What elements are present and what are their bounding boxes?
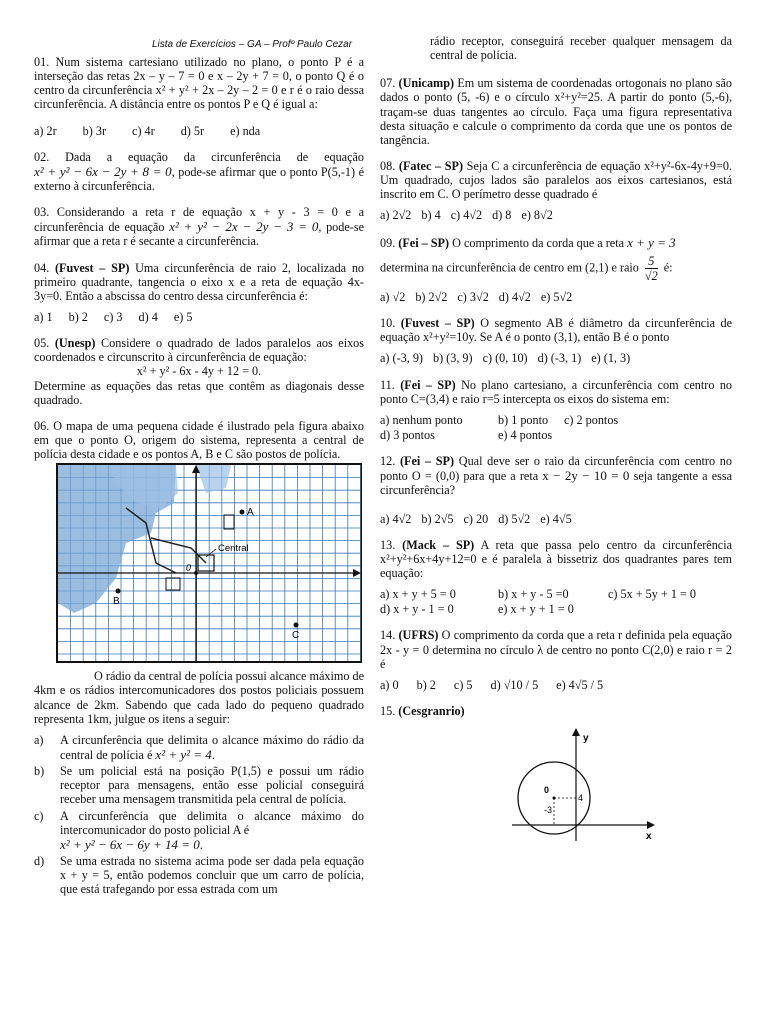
question-01-options <box>34 124 364 138</box>
option: a) nenhum ponto <box>380 412 463 427</box>
map-label-a: A <box>247 507 254 519</box>
question-11 <box>380 378 732 443</box>
option: e) 5√2 <box>540 289 573 304</box>
item-text: A circunferência que delimita o alcance máximo do rádio da central de polícia é x² + y² = 4. <box>60 732 364 762</box>
option: e) 4√5 / 5 <box>556 677 604 692</box>
question-05-body: Considere o quadrado de lados paralelos aos eixos coordenados e circunscrito à circunferência de equação: <box>34 336 365 365</box>
question-13-options <box>380 587 732 616</box>
question-09-equation: x + y = 3 <box>627 234 676 250</box>
question-08 <box>380 159 732 223</box>
option: a) (-3, 9) <box>380 351 423 366</box>
question-05-source: (Unesp) <box>54 336 96 351</box>
question-10-text <box>380 316 732 344</box>
map-label-central: Central <box>218 543 249 555</box>
option: b) 2 <box>68 309 88 324</box>
question-09-text <box>380 235 732 250</box>
question-06-items <box>34 733 364 897</box>
question-13-number: 13. <box>380 537 396 552</box>
figure-center <box>553 797 556 800</box>
question-12-body: Qual deve ser o raio da circunferência com centro no ponto O = (0,0) para que a reta <box>380 454 732 484</box>
option: a) 4√2 <box>380 511 412 526</box>
map-origin-point <box>194 571 198 575</box>
question-04-source: (Fuvest – SP) <box>54 260 130 275</box>
option: a) 1 <box>34 309 53 324</box>
page-header: Lista de Exercícios – GA – Profº Paulo Cezar <box>152 39 353 50</box>
question-11-text <box>380 378 732 406</box>
question-04-number: 04. <box>34 260 50 275</box>
question-12-source: (Fei – SP) <box>399 454 455 469</box>
option: a) 2r <box>34 123 57 138</box>
question-09-source: (Fei – SP) <box>398 235 450 250</box>
option: a) 0 <box>380 677 399 692</box>
map-point-a <box>240 510 245 515</box>
item-body: A circunferência que delimita o alcance máximo do rádio da central de polícia é <box>60 732 364 762</box>
question-15 <box>380 704 732 845</box>
option: d) 8 <box>492 208 512 223</box>
question-07-source: (Unicamp) <box>398 76 455 91</box>
question-07-text <box>380 76 732 147</box>
option: a) √2 <box>380 289 406 304</box>
map-point-c <box>294 623 299 628</box>
option: d) 5√2 <box>498 511 531 526</box>
figure-label-minus3: -3 <box>544 805 553 816</box>
question-10-source: (Fuvest – SP) <box>400 316 475 331</box>
option: d) √10 / 5 <box>490 677 539 692</box>
map-label-origin: 0 <box>186 563 191 575</box>
item-label: c) <box>34 808 44 823</box>
question-10 <box>380 316 732 365</box>
figure-y-arrow <box>572 728 580 736</box>
question-13-body: A reta que passa pelo centro da circunferência x²+y²+6x+4y+12=0 e é paralela à bissetriz dos quadrantes pares tem equação: <box>380 537 733 580</box>
map-point-b <box>116 589 121 594</box>
figure-label-x: x <box>646 831 652 843</box>
fraction-numerator: 5 <box>645 254 658 269</box>
map-label-b: B <box>113 596 120 608</box>
question-06-item <box>34 733 364 762</box>
question-04 <box>34 261 364 325</box>
figure-label-four: 4 <box>578 793 584 804</box>
question-14-body: O comprimento da corda que a reta r definida pela equação 2x - y = 0 determina no círculo λ de centro no ponto C(2,0) e raio r = 2 é <box>380 628 732 671</box>
question-05 <box>34 336 364 407</box>
option: c) 3 <box>103 309 123 324</box>
question-12-equation: x − 2y − 10 = 0 <box>542 468 630 484</box>
question-08-body: Seja C a circunferência de equação x²+y²-6x-4y+9=0. Um quadrado, cujos lados são paralelos aos eixos cartesianos, está inscrito em C. O perímetro desse quadrado é <box>380 158 732 202</box>
question-12-text <box>380 454 732 497</box>
option: c) 3√2 <box>457 289 489 304</box>
option: d) 4 <box>138 309 158 324</box>
question-14-source: (UFRS) <box>398 628 439 643</box>
option: b) 2√2 <box>415 289 448 304</box>
option: d) 3 pontos <box>380 427 435 442</box>
question-08-number: 08. <box>380 158 396 173</box>
option: c) 4r <box>132 123 155 138</box>
figure-x-arrow <box>647 821 655 829</box>
question-02-pre: 02. Dada a equação da circunferência de equação <box>34 149 364 164</box>
question-05-text <box>34 336 364 364</box>
option: b) 4 <box>421 208 441 223</box>
question-01-text: 01. Num sistema cartesiano utilizado no plano, o ponto P é a interseção das retas 2x – y – 7 = 0 e x – 2y + 7 = 0, o ponto Q é o centro da circunferência x² + y² + 2x – 2y – 2 = 0 e r é o raio dessa circunferência. A distância entre os pontos P e Q é igual a: <box>34 55 364 112</box>
option: c) 20 <box>463 511 489 526</box>
question-09-body2: determina na circunferência de centro em (2,1) e raio <box>380 260 639 275</box>
option: b) (3, 9) <box>432 351 473 366</box>
question-15-text <box>380 704 732 718</box>
option: e) 5 <box>173 309 193 324</box>
option: d) 4√2 <box>498 289 531 304</box>
option: e) nda <box>230 123 261 138</box>
question-10-options <box>380 351 732 365</box>
circle-figure <box>510 725 660 845</box>
question-14-number: 14. <box>380 628 396 643</box>
question-12-options <box>380 512 732 526</box>
question-02-post: , pode-se afirmar que o ponto P(5,-1) é externo à circunferência. <box>34 164 364 193</box>
question-05-equation: x² + y² - 6x - 4y + 12 = 0. <box>136 364 262 379</box>
option: b) x + y - 5 =0 <box>498 587 569 602</box>
question-03 <box>34 205 364 248</box>
question-07-body: Em um sistema de coordenadas ortogonais no plano são dados o ponto (5, -6) e o círculo x²+y²=25. A partir do ponto (5,-6), traçam-se duas tangentes ao círculo. Faça uma figura representativa desta situação e calcule o comprimento da corda que une os pontos de tangência. <box>380 76 732 147</box>
question-13-text <box>380 538 732 580</box>
figure-label-y: y <box>583 733 589 745</box>
question-06-item <box>34 854 364 896</box>
question-15-number: 15. <box>380 703 396 718</box>
left-column <box>34 55 364 898</box>
option: e) x + y + 1 = 0 <box>498 602 574 617</box>
question-06-item <box>34 764 364 806</box>
question-02 <box>34 150 364 193</box>
item-label: b) <box>34 764 45 779</box>
question-11-number: 11. <box>380 377 395 392</box>
item-body: A circunferência que delimita o alcance máximo do intercomunicador do posto policial A é <box>60 808 364 837</box>
question-06-text2: O rádio da central de polícia possui alcance máximo de 4km e os rádios intercomunicadores dos postos policiais possuem alcance de 2km. Sabendo que cada lado do pequeno quadrado representa 1km, julgue os itens a seguir: <box>34 669 364 726</box>
question-10-number: 10. <box>380 316 396 331</box>
option: d) 5r <box>180 123 205 138</box>
option: b) 3r <box>82 123 107 138</box>
option: c) 2 pontos <box>564 412 619 427</box>
question-10-body: O segmento AB é diâmetro da circunferência de equação x²+y²=10y. Se A é o ponto (3,1), então B é o ponto <box>380 316 732 345</box>
option: a) x + y + 5 = 0 <box>380 587 456 602</box>
option: b) 2√5 <box>421 511 454 526</box>
question-06-text: 06. O mapa de uma pequena cidade é ilustrado pela figura abaixo em que o ponto O, origem do sistema, representa a central de polícia desta cidade e os pontos A, B e C são postos de polícia. <box>34 418 364 462</box>
question-12-number: 12. <box>380 454 396 469</box>
item-equation: x² + y² − 6x − 6y + 14 = 0 <box>60 836 200 852</box>
question-12 <box>380 454 732 526</box>
question-14-options <box>380 678 732 692</box>
option: c) 4√2 <box>450 208 483 223</box>
question-02-text <box>34 150 364 193</box>
question-02-equation: x² + y² − 6x − 2y + 8 = 0 <box>34 163 172 179</box>
option: d) (-3, 1) <box>537 351 582 366</box>
question-03-post: , pode-se afirmar que a reta r é secante a circunferência. <box>34 220 364 249</box>
question-06 <box>34 419 364 897</box>
question-14-text <box>380 628 732 670</box>
question-05-number: 05. <box>34 336 50 351</box>
question-09-body: O comprimento da corda que a reta <box>449 235 625 250</box>
fraction-denominator: √2 <box>644 268 658 283</box>
question-09-number: 09. <box>380 235 396 250</box>
question-09-body3: é: <box>660 260 673 275</box>
question-06-item <box>34 809 364 852</box>
question-09-fraction <box>645 254 658 283</box>
item-text: Se uma estrada no sistema acima pode ser dada pela equação x + y = 5, então podemos concluir que um carro de polícia, que está trafegando por essa estrada com um <box>60 853 364 897</box>
question-09-options <box>380 290 732 304</box>
question-06-continuation: rádio receptor, conseguirá receber qualquer mensagem da central de polícia. <box>430 34 732 63</box>
option: b) 2 <box>416 677 436 692</box>
city-map <box>56 463 362 663</box>
option: a) 2√2 <box>380 208 412 223</box>
option: c) (0, 10) <box>482 351 528 366</box>
option: c) 5x + 5y + 1 = 0 <box>608 587 696 602</box>
question-11-options <box>380 413 732 442</box>
question-09-text2 <box>380 254 732 283</box>
question-11-source: (Fei – SP) <box>400 377 456 392</box>
question-08-source: (Fatec – SP) <box>398 158 464 173</box>
question-05-text2: Determine as equações das retas que contêm as diagonais desse quadrado. <box>34 378 364 407</box>
question-07 <box>380 76 732 147</box>
question-14 <box>380 628 732 692</box>
question-11-body: No plano cartesiano, a circunferência com centro no ponto C=(3,4) e raio r=5 intercepta os eixos do sistema em: <box>380 377 733 406</box>
item-label: d) <box>34 853 45 868</box>
option: c) 5 <box>453 677 473 692</box>
figure-label-zero: 0 <box>544 785 550 796</box>
option: e) 8√2 <box>521 208 553 223</box>
option: e) (1, 3) <box>591 351 631 366</box>
question-08-options <box>380 208 732 222</box>
question-03-text <box>34 205 364 248</box>
question-04-options <box>34 310 364 324</box>
option: d) x + y - 1 = 0 <box>380 602 454 617</box>
option: e) 4√5 <box>540 511 572 526</box>
question-04-body: Uma circunferência de raio 2, localizada no primeiro quadrante, tangencia o eixo x e a reta de equação 4x-3y=0. Então a abscissa do centro dessa circunferência é: <box>34 260 365 303</box>
question-01 <box>34 55 364 138</box>
map-label-c: C <box>292 630 300 642</box>
question-15-source: (Cesgranrio) <box>398 703 465 718</box>
option: b) 1 ponto <box>498 412 549 427</box>
question-13-source: (Mack – SP) <box>402 537 475 552</box>
question-03-equation: x² + y² − 2x − 2y − 3 = 0 <box>169 219 319 235</box>
question-13 <box>380 538 732 617</box>
item-text: A circunferência que delimita o alcance máximo do intercomunicador do posto policial A é x² + y² − 6x − 6y + 14 = 0. <box>60 808 364 852</box>
right-column <box>380 34 732 857</box>
question-09 <box>380 235 732 305</box>
option: e) 4 pontos <box>498 427 553 442</box>
question-08-text <box>380 159 732 201</box>
question-07-number: 07. <box>380 76 396 91</box>
question-04-text <box>34 261 364 303</box>
item-equation: x² + y² = 4 <box>155 746 212 762</box>
question-03-pre: 03. Considerando a reta r de equação x + y - 3 = 0 e a circunferência de equação <box>34 205 364 235</box>
question-12-body2: seja tangente a essa circunferência? <box>380 469 733 498</box>
item-label: a) <box>34 732 44 747</box>
item-text: Se um policial está na posição P(1,5) e possui um rádio receptor para mensagens, então esse policial conseguirá receber uma mensagem transmitida pela central de polícia. <box>60 764 364 807</box>
